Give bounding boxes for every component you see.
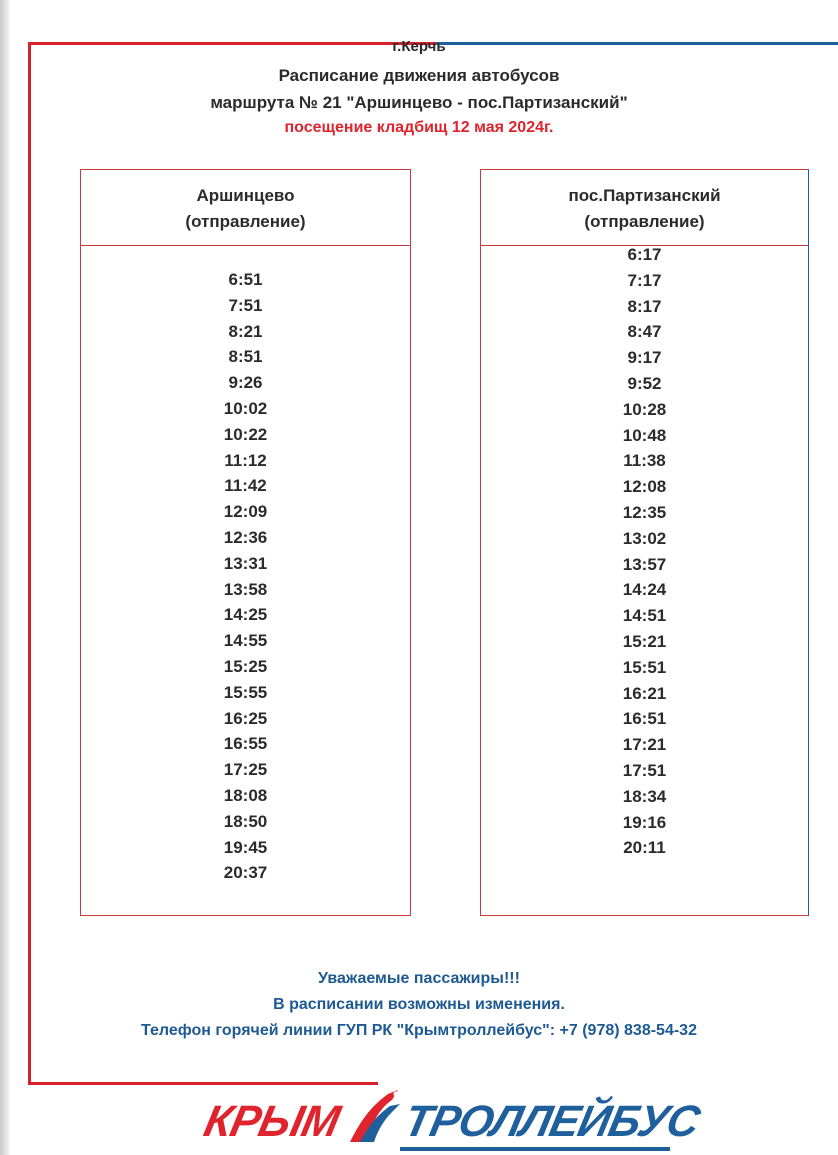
departure-time: 8:17 — [627, 296, 662, 316]
departure-time: 13:57 — [622, 554, 667, 574]
column-header — [81, 170, 410, 246]
departure-time: 16:21 — [622, 683, 667, 703]
departure-time: 9:17 — [627, 348, 662, 368]
city-heading: г.Керчь — [392, 38, 446, 55]
column-subtitle: (отправление) — [185, 212, 306, 231]
departure-time: 14:55 — [223, 631, 268, 651]
column-stop-name: Аршинцево — [196, 186, 295, 205]
departures-partizansky — [480, 169, 809, 916]
time-list — [81, 267, 410, 886]
departure-time: 20:11 — [623, 838, 666, 858]
logo-word-krym: КРЫМ — [199, 1097, 344, 1146]
departure-time: 7:51 — [228, 295, 263, 315]
departure-time: 13:31 — [223, 553, 268, 573]
departure-time: 11:12 — [224, 450, 267, 470]
departure-time: 8:51 — [228, 347, 263, 367]
departure-time: 10:48 — [622, 425, 667, 445]
departure-time: 12:35 — [622, 502, 667, 522]
departure-time: 17:21 — [622, 735, 667, 755]
departure-time: 19:45 — [223, 837, 268, 857]
departure-time: 16:55 — [223, 734, 268, 754]
departure-time: 10:28 — [622, 399, 667, 419]
departures-arshintsevo — [80, 169, 411, 916]
departure-time: 18:34 — [622, 786, 667, 806]
frame-left — [28, 42, 31, 1085]
departure-time: 15:25 — [223, 656, 268, 676]
time-list — [481, 242, 808, 861]
logo-underline — [400, 1147, 670, 1151]
departure-time: 18:50 — [223, 811, 268, 831]
departure-time: 12:09 — [223, 502, 268, 522]
departure-time: 17:51 — [622, 760, 667, 780]
departure-time: 15:55 — [223, 682, 268, 702]
departure-time: 14:24 — [622, 580, 667, 600]
schedule-title: Расписание движения автобусов — [278, 66, 560, 85]
notice-hotline: Телефон горячей линии ГУП РК "Крымтроллейбус": +7 (978) 838-54-32 — [141, 1022, 697, 1039]
event-subtitle: посещение кладбищ 12 мая 2024г. — [284, 119, 554, 136]
departure-time: 19:16 — [622, 812, 667, 832]
departure-time: 14:25 — [223, 605, 268, 625]
departure-time: 15:21 — [622, 631, 667, 651]
column-stop-name: пос.Партизанский — [568, 186, 721, 205]
notice-greeting: Уважаемые пассажиры!!! — [318, 970, 520, 987]
departure-time: 10:22 — [223, 424, 268, 444]
departure-time: 6:51 — [228, 270, 263, 289]
departure-time: 12:36 — [223, 527, 268, 547]
logo-word-trolleybus: ТРОЛЛЕЙБУС — [399, 1097, 704, 1146]
frame-bottom — [28, 1082, 378, 1085]
departure-time: 7:17 — [627, 270, 662, 290]
departure-time: 16:25 — [223, 708, 268, 728]
departure-time: 18:08 — [223, 785, 268, 805]
departure-time: 8:47 — [627, 322, 662, 342]
departure-time: 20:37 — [223, 863, 268, 883]
departure-time: 8:21 — [228, 321, 263, 341]
departure-time: 16:51 — [622, 709, 667, 729]
departure-time: 10:02 — [223, 398, 268, 418]
bird-icon — [340, 1082, 410, 1152]
departure-time: 9:52 — [627, 373, 662, 393]
route-title: маршрута № 21 "Аршинцево - пос.Партизанский" — [210, 93, 628, 112]
departure-time: 12:08 — [622, 477, 667, 497]
departure-time: 13:02 — [622, 528, 667, 548]
departure-time: 9:26 — [228, 373, 263, 393]
column-header — [481, 170, 808, 246]
crimtrolleybus-logo — [199, 1092, 704, 1152]
departure-time: 14:51 — [622, 606, 667, 626]
notice-changes: В расписании возможны изменения. — [273, 996, 565, 1013]
departure-time: 17:25 — [223, 760, 268, 780]
departure-time: 15:51 — [622, 657, 667, 677]
departure-time: 6:17 — [627, 245, 662, 264]
departure-time: 13:58 — [223, 579, 268, 599]
departure-time: 11:42 — [224, 476, 267, 496]
column-subtitle: (отправление) — [584, 212, 705, 231]
departure-time: 11:38 — [623, 451, 666, 471]
